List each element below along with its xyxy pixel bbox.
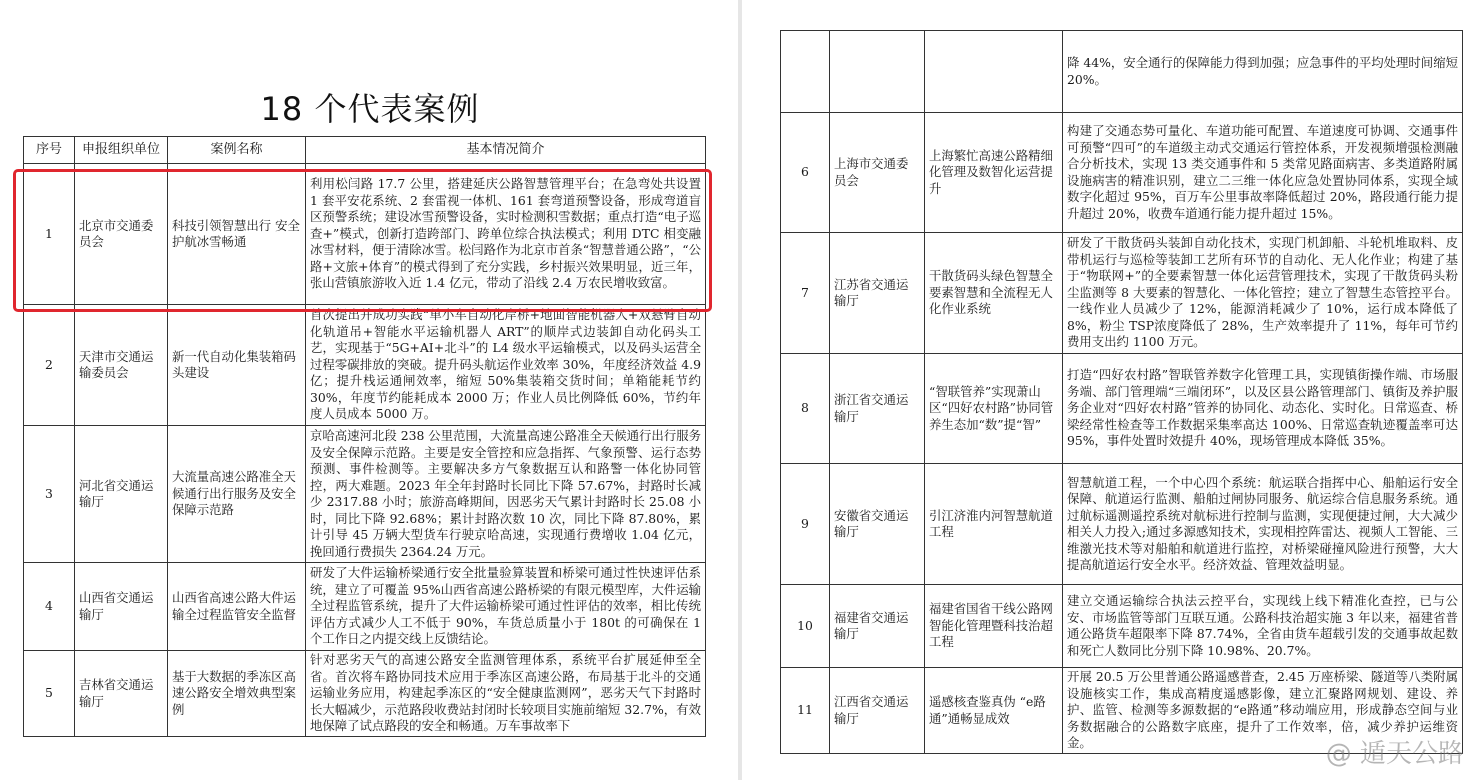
case-no: 10 [781,585,830,668]
case-desc: 京哈高速河北段 238 公里范围，大流量高速公路准全天候通行出行服务及安全保障示范路。主要是安全管控和应急指挥、气象预警、运行态势预测、事件检测等。主要解决多方气象数据互认和路警一体化协同管控，两大难题。2023 年全年封路时长同比下降 57.67%，封路时长减少 2317.88 小时；旅游高峰期间，因恶劣天气累计封路时长 25.08 小时，同比下降 92.68%；累计封路次数 10 次，同比下降 87.80%，累计引导 45 万辆大型货车行驶京哈高速，实现通行费增收 1.04 亿元，挽回通行费损失 2364.24 万元。 [306,426,706,563]
case-desc: 研发了大件运输桥梁通行安全批量验算装置和桥梁可通过性快速评估系统，建立了可覆盖 95%山西省高速公路桥梁的有限元模型库，大件运输全过程监管系统，提升了大件运输桥梁可通过性评估的效率，相比传统评估方式减少人工不低于 90%，车货总质量小于 180t 的可确保在 1 个工作日之内提交线上反馈结论。 [306,563,706,651]
case-no: 2 [24,305,75,426]
case-name: 科技引领智慧出行 安全护航冰雪畅通 [168,164,306,305]
case-desc: 建立交通运输综合执法云控平台，实现线上线下精准化查控，已与公安、市场监管等部门互联互通。公路科技治超实施 3 年以来，福建省普通公路货车超限率下降 87.74%，全省由货车超载引发的交通事故起数和死亡人数同比分别下降 10.98%、20.7%。 [1063,585,1463,668]
table-header-row [24,137,706,164]
case-desc: 研发了干散货码头装卸自动化技术，实现门机卸船、斗轮机堆取料、皮带机运行与巡检等装卸工艺所有环节的自动化、无人化作业；构建了基于“物联网+”的全要素智慧一体化运营管理技术，实现了干散货码头粉尘监测等 8 大要素的智慧化、一体化管控；建立了智慧生态管控平台。一线作业人员减少了 12%，能源消耗减少了 10%，运行成本降低了 8%，粉尘 TSP浓度降低了 28%，生产效率提升了 11%，每年可节约费用支出约 1100 万元。 [1063,233,1463,354]
case-name: 基于大数据的季冻区高速公路安全增效典型案例 [168,651,306,737]
case-org: 河北省交通运输厅 [75,426,168,563]
case-org: 江西省交通运输厅 [830,668,925,754]
case-name: 上海繁忙高速公路精细化管理及数智化运营提升 [925,113,1063,233]
header-no: 序号 [24,137,75,164]
case-name: “智联管养”实现萧山区“四好农村路”协同管养生态加“数”提“智” [925,354,1063,464]
case-org: 安徽省交通运输厅 [830,464,925,585]
case-name: 遥感核查鉴真伪 “e路通”通畅显成效 [925,668,1063,754]
case-org: 北京市交通委员会 [75,164,168,305]
case-name: 山西省高速公路大件运输全过程监管安全监督 [168,563,306,651]
case-desc: 首次提出并成功实践“单小车自动化岸桥+地面智能机器人+双悬臂自动化轨道吊+智能水平运输机器人 ART”的顺岸式边装卸自动化码头工艺，实现基于“5G+AI+北斗”的 L4 级水平运输模式，以及码头运营全过程零碳排放的突破。提升码头航运作业效率 30%，年度经济效益 4.9 亿；提升栈运通闸效率，缩短 50%集装箱交货时间；单箱能耗节约 30%，年度节约能耗成本 2000 万；作业人员比例降低 60%，节约年度人员成本 5000 万。 [306,305,706,426]
case-name: 干散货码头绿色智慧全要素智慧和全流程无人化作业系统 [925,233,1063,354]
case-org: 山西省交通运输厅 [75,563,168,651]
case-org: 浙江省交通运输厅 [830,354,925,464]
table-row [24,563,706,651]
table-row [781,113,1463,233]
case-no: 5 [24,651,75,737]
case-name [925,31,1063,113]
table-row [781,585,1463,668]
case-name: 引江济淮内河智慧航道工程 [925,464,1063,585]
case-name: 新一代自动化集装箱码头建设 [168,305,306,426]
case-no: 6 [781,113,830,233]
table-row [781,31,1463,113]
case-desc: 构建了交通态势可量化、车道功能可配置、车道速度可协调、交通事件可预警“四可”的车道级主动式交通运行管控体系，开发视频增强检测融合分析技术，实现 13 类交通事件和 5 类常见路面病害、多类道路附属设施病害的精准识别，建立二三维一体化应急处置协同体系，实现全域数字化超过 95%，百万车公里事故率降低超过 20%，路段通行能力提升超过 20%，收费车道通行能力提升超过 15%。 [1063,113,1463,233]
header-name: 案例名称 [168,137,306,164]
header-desc: 基本情况简介 [306,137,706,164]
case-desc: 针对恶劣天气的高速公路安全监测管理体系，系统平台扩展延伸至全省。首次将车路协同技术应用于季冻区高速公路，布局基于北斗的交通运输业务应用，构建起季冻区的“安全健康监测网”，恶劣天气下封路时长大幅减少，示范路段收费站封闭时长较项目实施前缩短 32.7%，有效地保障了试点路段的安全和畅通。万车事故率下 [306,651,706,737]
table-row [781,354,1463,464]
document-page-right [742,0,1478,780]
case-no [781,31,830,113]
case-org: 江苏省交通运输厅 [830,233,925,354]
case-org: 吉林省交通运输厅 [75,651,168,737]
case-no: 11 [781,668,830,754]
case-org: 福建省交通运输厅 [830,585,925,668]
case-org: 天津市交通运输委员会 [75,305,168,426]
document-title: 18 个代表案例 [260,90,480,128]
case-desc: 智慧航道工程，一个中心四个系统：航运联合指挥中心、船舶运行安全保障、航道运行监测、船舶过闸协同服务、航运综合信息服务系统。通过航标遥测遥控系统对航标进行控制与监测，实现便捷过闸，大大减少相关人力投入;通过多源感知技术，实现相控阵雷达、视频人工智能、三维激光技术等对船舶和航道进行监控，对桥梁碰撞风险进行预警，大大提高航道运行安全水平。经济效益、管理效益明显。 [1063,464,1463,585]
case-org [830,31,925,113]
cases-table-right [780,30,1463,754]
table-row [24,426,706,563]
table-row [24,305,706,426]
case-no: 8 [781,354,830,464]
watermark: @ 遁天公路 [1325,739,1464,769]
case-desc: 打造“四好农村路”智联管养数字化管理工具，实现镇街操作端、市场服务端、部门管理端“三端闭环”，以及区县公路管理部门、镇街及养护服务企业对“四好农村路”管养的协同化、动态化、实时化。日常巡查、桥梁经常性检查等工作数据采集率高达 100%、日常巡查轨迹覆盖率可达 95%，事件处置时效提升 40%，现场管理成本降低 35%。 [1063,354,1463,464]
table-row [781,233,1463,354]
case-name: 福建省国省干线公路网智能化管理暨科技治超工程 [925,585,1063,668]
case-no: 7 [781,233,830,354]
case-desc: 利用松闫路 17.7 公里，搭建延庆公路智慧管理平台；在急弯处共设置 1 套平安花系统、2 套雷视一体机、161 套弯道预警设备，形成弯道盲区预警系统；建设冰雪预警设备，实时检测积雪数据；重点打造“电子巡查+”模式，创新打造跨部门、跨单位综合执法模式；利用 DTC 相变融冰雪材料，便于清除冰雪。松闫路作为北京市首条“智慧普通公路”，“公路+文旅+体育”的模式得到了充分实践，乡村振兴效果明显，近三年，张山营镇旅游收入近 1.4 亿元，带动了沿线 2.4 万农民增收致富。 [306,164,706,305]
table-row [781,464,1463,585]
highlight-box [13,169,712,312]
case-no: 3 [24,426,75,563]
case-no: 9 [781,464,830,585]
table-row [24,651,706,737]
case-name: 大流量高速公路准全天候通行出行服务及安全保障示范路 [168,426,306,563]
case-no: 1 [24,164,75,305]
case-desc: 降 44%，安全通行的保障能力得到加强；应急事件的平均处理时间缩短 20%。 [1063,31,1463,113]
case-org: 上海市交通委员会 [830,113,925,233]
header-org: 申报组织单位 [75,137,168,164]
case-desc: 开展 20.5 万公里普通公路遥感普查，2.45 万座桥梁、隧道等八类附属设施核实工作，集成高精度遥感影像，建立汇聚路网规划、建设、养护、监管、检测等多源数据的“e路通”移动端应用，形成静态空间与业务数据融合的公路数字底座，提升了工作效率，倍，减少养护运维资金。 [1063,668,1463,754]
case-no: 4 [24,563,75,651]
